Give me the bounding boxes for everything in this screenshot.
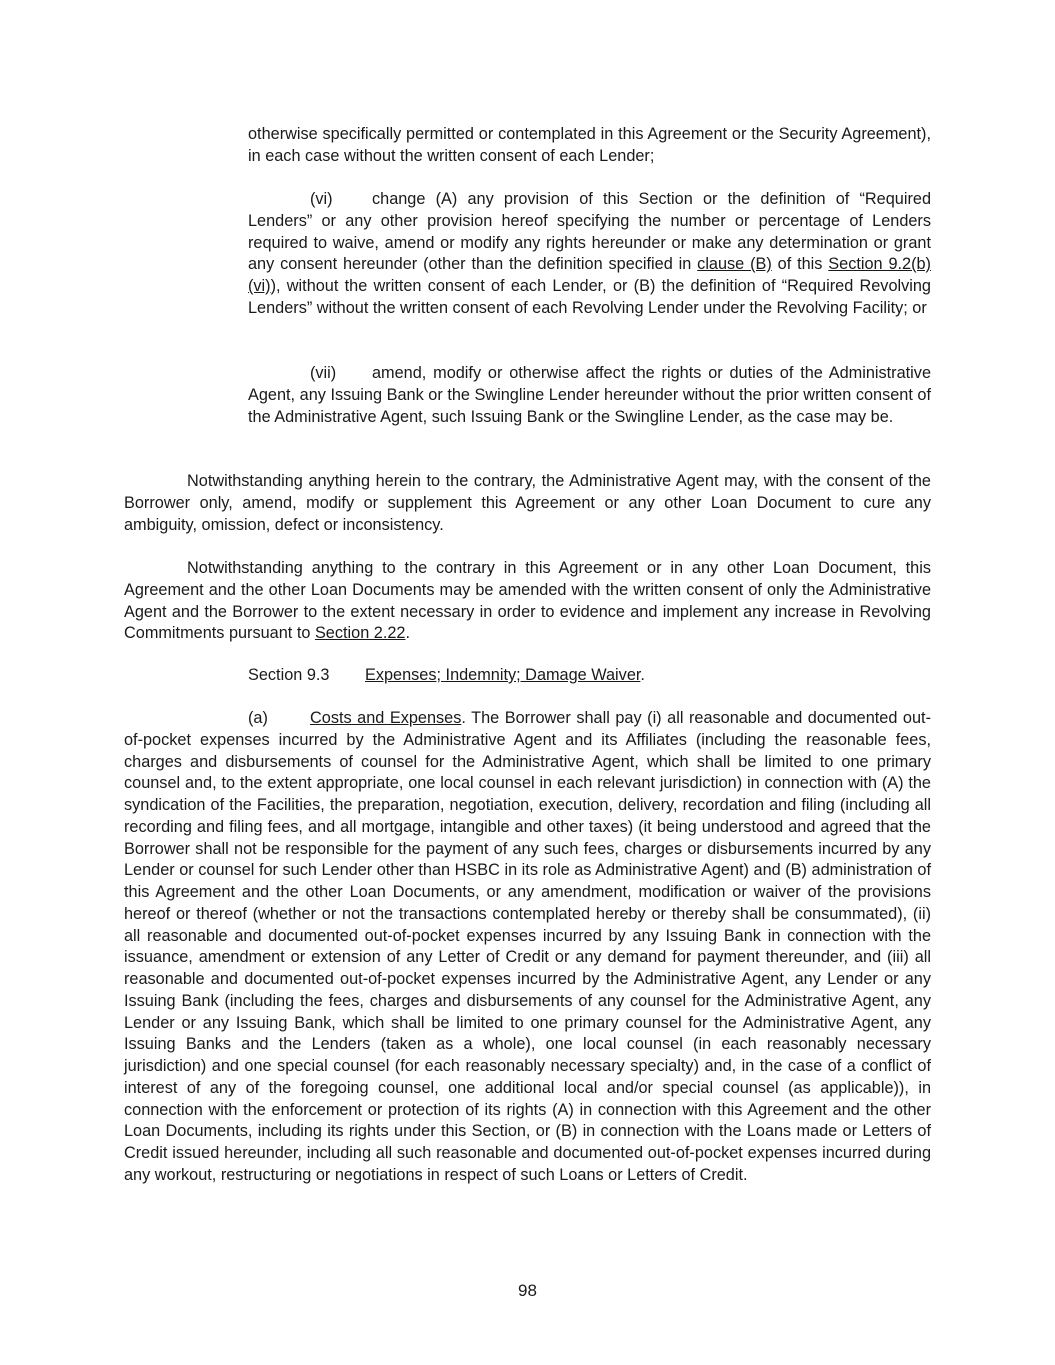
para-a-text: . The Borrower shall pay (i) all reasonable and documented out-of-pocket expenses incurred by the Administrative Agent and its Affiliates (including the reasonable fees, charges and disbursements of counsel for the Administrative Agent, which shall be limited to one primary counsel and, to the extent appropriate, one local counsel in each relevant jurisdiction) in connection with (A) the syndication of the Facilities, the preparation, negotiation, execution, delivery, recordation and filing (including all recording and filing fees, and all mortgage, intangible and other taxes) (it being understood and agreed that the Borrower shall not be responsible for the payment of any such fees, charges or disbursements incurred by any Lender or counsel for such Lender other than HSBC in its role as Administrative Agent) and (B) administration of this Agreement and the other Loan Documents, or any amendment, modification or waiver of the provisions hereof or thereof (whether or not the transactions contemplated hereby or thereby shall be consummated), (ii) all reasonable and documented out-of-pocket expenses incurred by any Issuing Bank in connection with the issuance, amendment or extension of any Letter of Credit or any demand for payment thereunder, and (iii) all reasonable and documented out-of-pocket expenses incurred by the Administrative Agent, any Lender or any Issuing Bank (including the fees, charges and disbursements of any counsel for the Administrative Agent, any Lender or any Issuing Bank, which shall be limited to one primary counsel for the Administrative Agent, any Issuing Banks and the Lenders (taken as a whole), one local counsel (in each reasonably necessary jurisdiction) and one special counsel (for each reasonably necessary specialty) and, in the case of a conflict of interest of any of the foregoing counsel, one additional local and/or special counsel (as applicable)), in connection with the enforcement or protection of its rights (A) in connection with this Agreement and the other Loan Documents, including its rights under this Section, or (B) in connection with the Loans made or Letters of Credit issued hereunder, including all such reasonable and documented out-of-pocket expenses incurred during any workout, restructuring or negotiations in respect of such Loans or Letters of Credit. [124,709,931,1184]
costs-and-expenses-paragraph [124,708,931,1187]
notwithstanding-paragraph-2 [124,558,931,645]
notwithstanding-2-text-a: Notwithstanding anything to the contrary in this Agreement or in any other Loan Document, this Agreement and the other Loan Documents may be amended with the written consent of only the Administrative Agent and the Borrower to the extent necessary in order to evidence and implement any increase in Revolving Commitments pursuant to [124,559,931,643]
section-heading [248,665,931,687]
section-number: Section 9.3 [248,666,330,684]
clause-vi-label: (vi) [310,190,333,208]
notwithstanding-2-text-b: . [405,624,410,643]
continuation-paragraph: otherwise specifically permitted or contemplated in this Agreement or the Security Agreement), in each case without the written consent of each Lender; [248,125,931,165]
clause-b-reference: clause (B) [697,255,772,274]
section-9-2-b-vi-reference: Section 9.2(b)(vi) [248,255,931,295]
clause-vi-text-c: ), without the written consent of each Lender, or (B) the definition of “Required Revolving Lenders” without the written consent of each Revolving Lender under the Revolving Facility; or [248,277,931,317]
page-number: 98 [518,1281,537,1300]
notwithstanding-paragraph-1: Notwithstanding anything herein to the contrary, the Administrative Agent may, with the consent of the Borrower only, amend, modify or supplement this Agreement or any other Loan Document to cure any ambiguity, omission, defect or inconsistency. [124,472,931,534]
clause-vii-text: amend, modify or otherwise affect the rights or duties of the Administrative Agent, any Issuing Bank or the Swingline Lender hereunder without the prior written consent of the Administrative Agent, such Issuing Bank or the Swingline Lender, as the case may be. [248,364,931,426]
clause-vi [248,189,931,320]
section-title: Expenses; Indemnity; Damage Waiver [365,666,641,684]
section-title-trail: . [640,666,645,684]
para-a-heading: Costs and Expenses [310,709,462,727]
clause-vii [248,363,931,428]
clause-vii-label: (vii) [310,364,337,382]
para-a-label: (a) [248,709,268,727]
section-2-22-reference: Section 2.22 [314,624,406,643]
clause-vi-text-a: change (A) any provision of this Section or the definition of “Required Lenders” or any other provision hereof specifying the number or percentage of Lenders required to waive, amend or modify any rights hereunder or make any determination or grant any consent hereunder (other than the definition specified in [248,190,931,274]
clause-vi-text-b: of this [771,255,829,274]
